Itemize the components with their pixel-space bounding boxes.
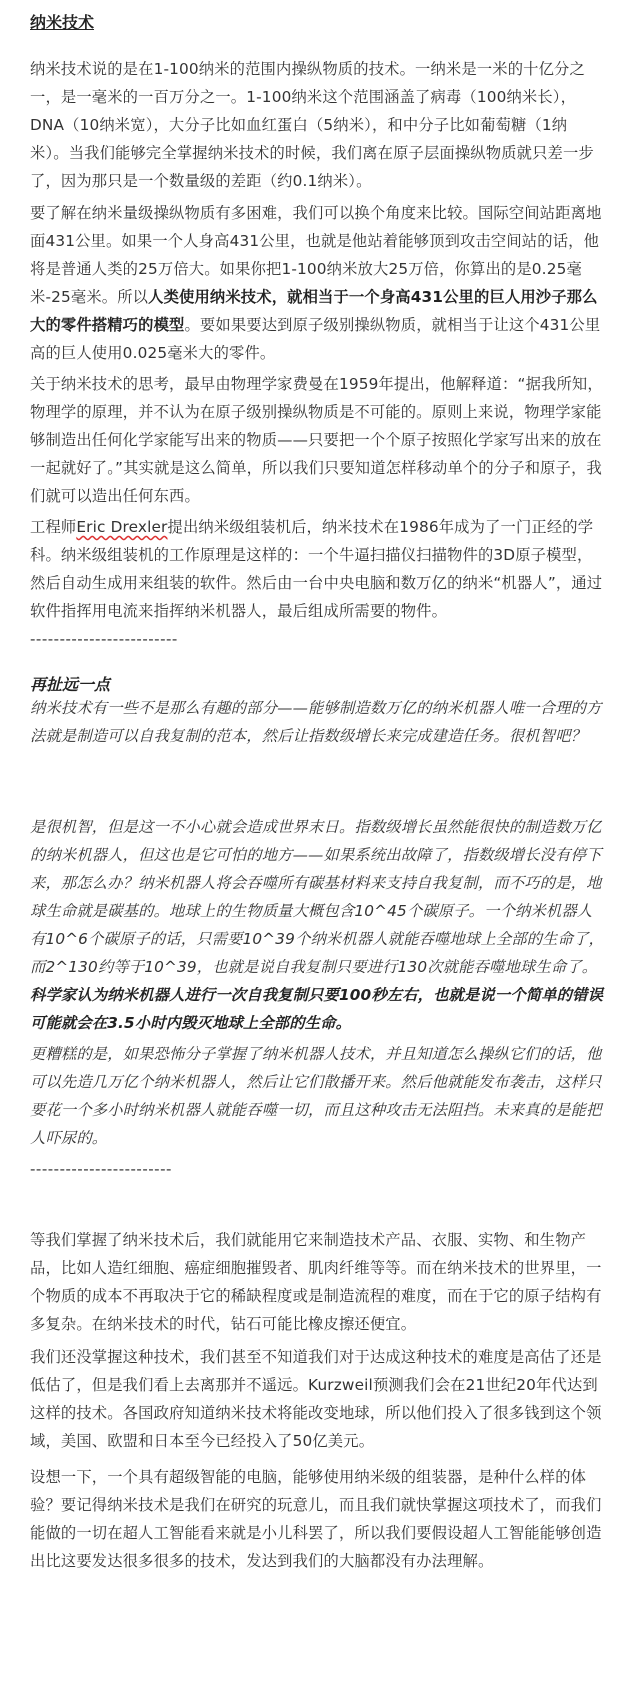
divider: ------------------------ [30,1160,172,1178]
paragraph-drexler [30,513,604,625]
scale-comparison-text: 要了解在纳米量级操纵物质有多困难，我们可以换个角度来比较。国际空间站距离地面431公里。如果一个人身高431公里，也就是他站着能够顶到攻击空间站的话，他将是普通人类的25万倍大。如果你把1-100纳米放大25万倍，你算出的是0.25毫米-25毫米。所以 [30,204,602,306]
scale-comparison-tail: 。要如果要达到原子级别操纵物质，就相当于让这个431公里高的巨人使用0.025毫米大的零件。 [30,316,601,362]
digression-paragraph-3: 更糟糕的是，如果恐怖分子掌握了纳米机器人技术，并且知道怎么操纵它们的话，他可以先造几万亿个纳米机器人，然后让它们散播开来。然后他就能发布袭击，这样只要花一个多小时纳米机器人就能吞噬一切，而且这种攻击无法阻挡。未来真的是能把人吓尿的。 [30,1045,602,1147]
digression-heading: 再扯远一点 [30,675,111,694]
paragraph-applications: 等我们掌握了纳米技术后，我们就能用它来制造技术产品、衣服、实物、和生物产品，比如人造红细胞、癌症细胞摧毁者、肌肉纤维等等。而在纳米技术的世界里，一个物质的成本不再取决于它的稀缺程度或是制造流程的难度，而在于它的原子结构有多复杂。在纳米技术的时代，钻石可能比橡皮擦还便宜。 [30,1231,602,1333]
scale-comparison-emphasis: 人类使用纳米技术，就相当于一个身高431公里的巨人用沙子那么大的零件搭精巧的模型 [30,288,598,334]
drexler-name: Eric Drexler [76,518,168,536]
paragraph-scale-comparison [30,199,604,367]
paragraph-feynman: 关于纳米技术的思考，最早由物理学家费曼在1959年提出，他解释道：“据我所知，物理学的原理，并不认为在原子级别操纵物质是不可能的。原则上来说，物理学家能够制造出任何化学家能写出来的物质——只要把一个个原子按照化学家写出来的放在一起就好了。”其实就是这么简单，所以我们只要知道怎样移动单个的分子和原子，我们就可以造出任何东西。 [30,375,603,505]
article-title: 纳米技术 [30,13,95,32]
grey-goo-text: 是很机智，但是这一不小心就会造成世界末日。指数级增长虽然能很快的制造数万亿的纳米机器人，但这也是它可怕的地方——如果系统出故障了，指数级增长没有停下来，那怎么办？纳米机器人将会吞噬所有碳基材料来支持自我复制，而不巧的是，地球生命就是碳基的。地球上的生物质量大概包含10^45个碳原子。一个纳米机器人有10^6个碳原子的话，只需要10^39个纳米机器人就能吞噬地球上全部的生命了，而2^130约等于10^39，也就是说自我复制只要进行130次就能吞噬地球生命了。 [30,818,604,976]
paragraph-timeline: 我们还没掌握这种技术，我们甚至不知道我们对于达成这种技术的难度是高估了还是低估了，但是我们看上去离那并不遥远。Kurzweil预测我们会在21世纪20年代达到这样的技术。各国政府知道纳米技术将能改变地球，所以他们投入了很多钱到这个领域，美国、欧盟和日本至今已经投入了50亿美元。 [30,1348,602,1450]
paragraph-superintelligence: 设想一下，一个具有超级智能的电脑，能够使用纳米级的组装器，是种什么样的体验？要记得纳米技术是我们在研究的玩意儿，而且我们就快掌握这项技术了，而我们能做的一切在超人工智能看来就是小儿科罢了，所以我们要假设超人工智能能够创造出比这要发达很多很多的技术，发达到我们的大脑都没有办法理解。 [30,1468,602,1570]
digression-paragraph-1: 纳米技术有一些不是那么有趣的部分——能够制造数万亿的纳米机器人唯一合理的方法就是制造可以自我复制的范本，然后让指数级增长来完成建造任务。很机智吧？ [30,699,602,745]
digression-paragraph-2 [30,813,604,1037]
divider: ------------------------- [30,630,178,648]
drexler-text: 提出纳米级组装机后，纳米技术在1986年成为了一门正经的学科。纳米级组装机的工作原理是这样的：一个牛逼扫描仪扫描物件的3D原子模型，然后自动生成用来组装的软件。然后由一台中央电脑和数万亿的纳米“机器人”，通过软件指挥用电流来指挥纳米机器人，最后组成所需要的物件。 [30,518,603,620]
drexler-prefix: 工程师 [30,518,77,536]
grey-goo-emphasis: 科学家认为纳米机器人进行一次自我复制只要100秒左右，也就是说一个简单的错误可能就会在3.5小时内毁灭地球上全部的生命。 [30,986,604,1032]
paragraph-intro: 纳米技术说的是在1-100纳米的范围内操纵物质的技术。一纳米是一米的十亿分之一，是一毫米的一百万分之一。1-100纳米这个范围涵盖了病毒（100纳米长），DNA（10纳米宽），大分子比如血红蛋白（5纳米），和中分子比如葡萄糖（1纳米）。当我们能够完全掌握纳米技术的时候，我们离在原子层面操纵物质就只差一步了，因为那只是一个数量级的差距（约0.1纳米）。 [30,60,594,190]
